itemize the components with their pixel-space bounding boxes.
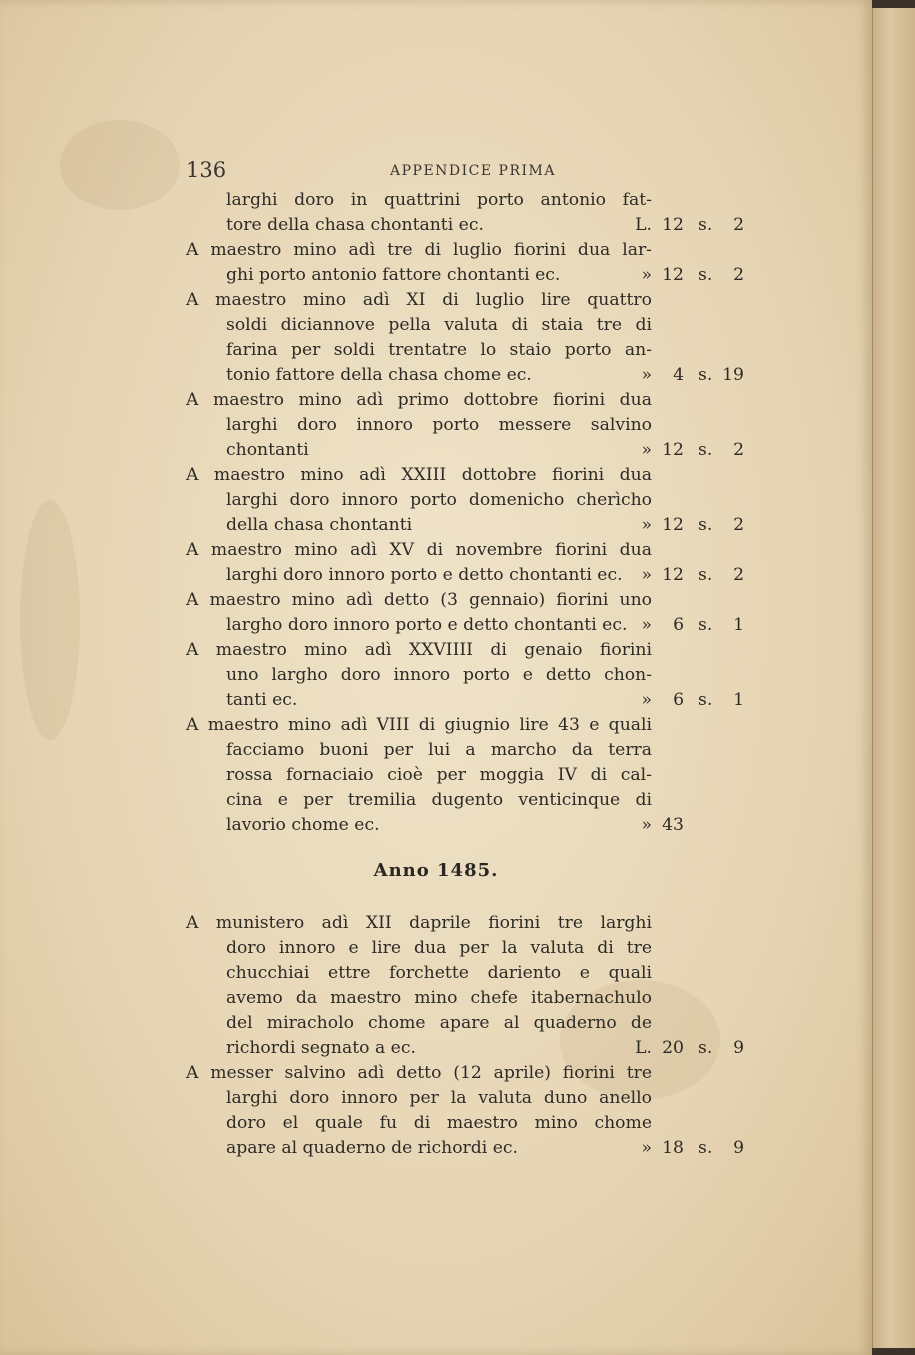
soldi-abbrev: s. bbox=[698, 1038, 713, 1058]
entry-line bbox=[0, 1061, 872, 1086]
entry-text: A maestro mino adì primo dottobre fiorini dua bbox=[186, 390, 652, 410]
ditto-mark: » bbox=[641, 565, 652, 585]
amount-soldi: 9 bbox=[733, 1138, 744, 1158]
amount-lire: 4 bbox=[673, 365, 684, 385]
entry-line bbox=[0, 538, 872, 563]
amount-lire: 43 bbox=[662, 815, 684, 835]
entry-line bbox=[0, 911, 872, 936]
amount-soldi: 2 bbox=[733, 265, 744, 285]
soldi-abbrev: s. bbox=[698, 565, 713, 585]
entry-text: facciamo buoni per lui a marcho da terra bbox=[226, 740, 652, 760]
entry-text: doro el quale fu di maestro mino chome bbox=[226, 1113, 652, 1133]
next-page-edge bbox=[872, 8, 915, 1348]
amount-lire: 6 bbox=[673, 690, 684, 710]
entry-text: larghi doro innoro porto messere salvino bbox=[226, 415, 652, 435]
entry-text: avemo da maestro mino chefe itabernachulo bbox=[226, 988, 652, 1008]
ledger-entry bbox=[0, 713, 872, 838]
entry-line bbox=[0, 688, 872, 713]
amount-lire: 12 bbox=[662, 215, 684, 235]
entry-line bbox=[0, 313, 872, 338]
amount-soldi: 2 bbox=[733, 565, 744, 585]
entry-text: farina per soldi trentatre lo staio porto an- bbox=[226, 340, 652, 360]
entry-line bbox=[0, 488, 872, 513]
entry-text: larghi doro in quattrini porto antonio fat- bbox=[226, 190, 652, 210]
entry-line bbox=[0, 213, 872, 238]
entry-text: A maestro mino adì XV di novembre fiorini dua bbox=[186, 540, 652, 560]
page-number: 136 bbox=[186, 158, 227, 182]
entry-text: apare al quaderno de richordi ec. bbox=[226, 1138, 518, 1158]
entry-line bbox=[0, 813, 872, 838]
entry-text: lavorio chome ec. bbox=[226, 815, 380, 835]
ledger-entry bbox=[0, 538, 872, 588]
entry-text: tanti ec. bbox=[226, 690, 298, 710]
entry-text: A maestro mino adì tre di luglio fiorini dua lar- bbox=[186, 240, 652, 260]
soldi-abbrev: s. bbox=[698, 440, 713, 460]
entry-line bbox=[0, 338, 872, 363]
amount-lire: 20 bbox=[662, 1038, 684, 1058]
entry-line bbox=[0, 288, 872, 313]
entry-line bbox=[0, 188, 872, 213]
entry-line bbox=[0, 1136, 872, 1161]
ledger-entry bbox=[0, 588, 872, 638]
entry-text: richordi segnato a ec. bbox=[226, 1038, 416, 1058]
entry-text: A maestro mino adì VIII di giugnio lire 43 e quali bbox=[186, 715, 652, 735]
amount-lire: 12 bbox=[662, 515, 684, 535]
amount-soldi: 19 bbox=[722, 365, 744, 385]
soldi-abbrev: s. bbox=[698, 365, 713, 385]
entry-line bbox=[0, 613, 872, 638]
ditto-mark: L. bbox=[635, 215, 652, 235]
entry-line bbox=[0, 263, 872, 288]
entry-line bbox=[0, 788, 872, 813]
ledger-entry bbox=[0, 188, 872, 238]
entry-line bbox=[0, 986, 872, 1011]
entry-text: chucchiai ettre forchette dariento e quali bbox=[226, 963, 652, 983]
entry-line bbox=[0, 363, 872, 388]
entry-text: doro innoro e lire dua per la valuta di tre bbox=[226, 938, 652, 958]
entry-text: A maestro mino adì detto (3 gennaio) fiorini uno bbox=[186, 590, 652, 610]
entry-text: ghi porto antonio fattore chontanti ec. bbox=[226, 265, 561, 285]
entry-line bbox=[0, 663, 872, 688]
entry-line bbox=[0, 563, 872, 588]
entry-line bbox=[0, 388, 872, 413]
ditto-mark: » bbox=[641, 515, 652, 535]
ledger-entry bbox=[0, 388, 872, 463]
soldi-abbrev: s. bbox=[698, 515, 713, 535]
entry-text: del miracholo chome apare al quaderno de bbox=[226, 1013, 652, 1033]
ledger-entry bbox=[0, 288, 872, 388]
entry-text: larghi doro innoro per la valuta duno anello bbox=[226, 1088, 652, 1108]
entry-text: tore della chasa chontanti ec. bbox=[226, 215, 484, 235]
soldi-abbrev: s. bbox=[698, 1138, 713, 1158]
entry-text: rossa fornaciaio cioè per moggia IV di cal- bbox=[226, 765, 652, 785]
entry-text: largho doro innoro porto e detto chontanti ec. bbox=[226, 615, 628, 635]
amount-soldi: 2 bbox=[733, 515, 744, 535]
amount-soldi: 9 bbox=[733, 1038, 744, 1058]
entry-text: larghi doro innoro porto domenicho cherìcho bbox=[226, 490, 652, 510]
amount-soldi: 1 bbox=[733, 615, 744, 635]
soldi-abbrev: s. bbox=[698, 690, 713, 710]
ditto-mark: » bbox=[641, 440, 652, 460]
amount-soldi: 2 bbox=[733, 440, 744, 460]
ledger-entry bbox=[0, 463, 872, 538]
entry-text: tonio fattore della chasa chome ec. bbox=[226, 365, 532, 385]
entry-line bbox=[0, 1011, 872, 1036]
entry-line bbox=[0, 713, 872, 738]
ledger-section-2 bbox=[0, 911, 872, 1161]
page-header bbox=[186, 158, 746, 186]
entry-text: A maestro mino adì XXIII dottobre fiorini dua bbox=[186, 465, 652, 485]
entry-text: chontanti bbox=[226, 440, 309, 460]
entry-text: uno largho doro innoro porto e detto chon- bbox=[226, 665, 652, 685]
entry-line bbox=[0, 638, 872, 663]
amount-lire: 6 bbox=[673, 615, 684, 635]
ditto-mark: L. bbox=[635, 1038, 652, 1058]
ledger-entry bbox=[0, 911, 872, 1061]
ledger-entry bbox=[0, 638, 872, 713]
entry-text: larghi doro innoro porto e detto chontanti ec. bbox=[226, 565, 623, 585]
entry-line bbox=[0, 463, 872, 488]
entry-line bbox=[0, 238, 872, 263]
entry-line bbox=[0, 738, 872, 763]
soldi-abbrev: s. bbox=[698, 615, 713, 635]
ditto-mark: » bbox=[641, 365, 652, 385]
entry-line bbox=[0, 438, 872, 463]
amount-lire: 12 bbox=[662, 565, 684, 585]
entry-line bbox=[0, 1086, 872, 1111]
ledger-entry bbox=[0, 238, 872, 288]
amount-lire: 12 bbox=[662, 265, 684, 285]
amount-lire: 12 bbox=[662, 440, 684, 460]
ditto-mark: » bbox=[641, 815, 652, 835]
ditto-mark: » bbox=[641, 690, 652, 710]
ledger-section-1 bbox=[0, 188, 872, 838]
entry-text: A maestro mino adì XI di luglio lire quattro bbox=[186, 290, 652, 310]
entry-line bbox=[0, 1111, 872, 1136]
soldi-abbrev: s. bbox=[698, 215, 713, 235]
entry-text: A maestro mino adì XXVIIII di genaio fiorini bbox=[186, 640, 652, 660]
ditto-mark: » bbox=[641, 1138, 652, 1158]
ditto-mark: » bbox=[641, 265, 652, 285]
entry-line bbox=[0, 588, 872, 613]
entry-text: A messer salvino adì detto (12 aprile) fiorini tre bbox=[186, 1063, 652, 1083]
soldi-abbrev: s. bbox=[698, 265, 713, 285]
entry-text: cina e per tremilia dugento venticinque di bbox=[226, 790, 652, 810]
entry-text: soldi diciannove pella valuta di staia tre di bbox=[226, 315, 652, 335]
entry-text: A munistero adì XII daprile fiorini tre larghi bbox=[186, 913, 652, 933]
entry-line bbox=[0, 413, 872, 438]
amount-soldi: 1 bbox=[733, 690, 744, 710]
year-heading: Anno 1485. bbox=[373, 860, 499, 881]
ledger-entry bbox=[0, 1061, 872, 1161]
running-head: APPENDICE PRIMA bbox=[390, 163, 556, 179]
entry-line bbox=[0, 961, 872, 986]
entry-line bbox=[0, 936, 872, 961]
ditto-mark: » bbox=[641, 615, 652, 635]
entry-text: della chasa chontanti bbox=[226, 515, 413, 535]
entry-line bbox=[0, 513, 872, 538]
amount-soldi: 2 bbox=[733, 215, 744, 235]
entry-line bbox=[0, 763, 872, 788]
amount-lire: 18 bbox=[662, 1138, 684, 1158]
entry-line bbox=[0, 1036, 872, 1061]
